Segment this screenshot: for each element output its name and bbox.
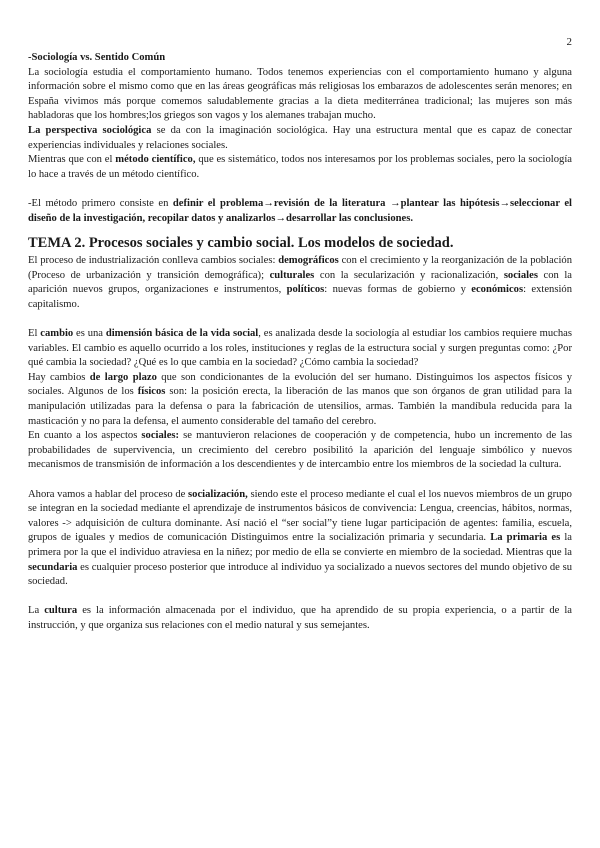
paragraph-largo-plazo: Hay cambios de largo plazo que son condicionantes de la evolución del ser humano. Distinguimos los aspectos físicos y sociales. Algunos de los físicos son: la posición erecta, la liberación de las manos que son órganos de gran utilidad para la manipulación utilizadas para la defensa o para la fabricación de utensilios, armas. También la mandíbula reducida para la masticación y no para la defensa, el aumento considerable del tamaño del cerebro. <box>28 371 572 427</box>
paragraph-industrializacion: El proceso de industrialización conlleva cambios sociales: demográficos con el crecimiento y la reorganización de la población (Proceso de urbanización y transición demográfica); culturales con la secularización y racionalización, sociales con la aparición nuevos grupos, organizaciones e instrumentos, políticos: nuevas formas de gobierno y económicos: extensión capitalismo. <box>28 255 572 310</box>
section-heading-sociologia: -Sociología vs. Sentido Común <box>28 52 166 63</box>
paragraph-sociologia-intro: La sociología estudia el comportamiento humano. Todos tenemos experiencias con el comportamiento humano y alguna información sobre el mismo como que en las áreas geográficas más religiosas los embarazos de adolescentes serán menores; en España vivimos más porque comemos saludablemente gracias a la dieta mediterránea tradicional; las mujeres son más habladoras que los hombres;los griegos son vagos y los alemanes trabajan mucho. <box>28 66 572 122</box>
page-number: 2 <box>566 36 572 48</box>
tema-2-title: TEMA 2. Procesos sociales y cambio social. Los modelos de sociedad. <box>28 235 454 252</box>
paragraph-metodo-pasos: -El método primero consiste en definir el problema→revisión de la literatura →plantear las hipótesis→seleccionar el diseño de la investigación, recopilar datos y analizarlos→desarrollar las conclusiones. <box>28 197 572 224</box>
paragraph-cultura: La cultura es la información almacenada por el individuo, que ha aprendido de su propia experiencia, o a partir de la instrucción, y que organiza sus relaciones con el medio natural y sus semejantes. <box>28 605 573 631</box>
paragraph-perspectiva: La perspectiva sociológica se da con la imaginación sociológica. Hay una estructura mental que es capaz de conectar experiencias individuales y relaciones sociales. <box>28 124 573 151</box>
paragraph-cambio: El cambio es una dimensión básica de la vida social, es analizada desde la sociología al estudiar los cambios requiere muchas variables. El cambio es aquello ocurrido a los roles, instituciones y reglas de la estructura social y surgen preguntas como: ¿Por qué cambia la sociedad? ¿Qué es lo que cambia en la sociedad? ¿Cómo cambia la sociedad? <box>28 328 572 369</box>
paragraph-metodo: Mientras que con el método científico, que es sistemático, todos nos interesamos por los problemas sociales, pero la sociología lo hace a través de un método científico. <box>28 154 572 180</box>
paragraph-aspectos-sociales: En cuanto a los aspectos sociales: se mantuvieron relaciones de cooperación y de competencia, hubo un incremento de las probabilidades de supervivencia, un crecimiento del cerebro posibilitó la aparición del lenguaje simbólico y nuevos mecanismos de transmisión de información a los descendientes y de intercambio entre los miembros de la sociedad la cultura. <box>28 430 573 471</box>
paragraph-socializacion: Ahora vamos a hablar del proceso de socialización, siendo este el proceso mediante el cual el los nuevos miembros de un grupo se integran en la sociedad mediante el aprendizaje de instrumentos básicos de convivencia: Lengua, creencias, hábitos, normas, valores -> adquisición de cultura dominante. Así nació el “ser social”y tiene lugar participación de agentes: familia, escuela, grupos de iguales y medios de comunicación Distinguimos entre la socialización primaria y secundaria. La primaria es la primera por la que el individuo atraviesa en la niñez; por medio de ella se convierte en miembro de la sociedad. Mientras que la secundaria es cualquier proceso posterior que introduce al individuo ya socializado a nuevos sectores del mundo objetivo de su sociedad. <box>28 488 572 588</box>
document-body <box>28 51 572 634</box>
